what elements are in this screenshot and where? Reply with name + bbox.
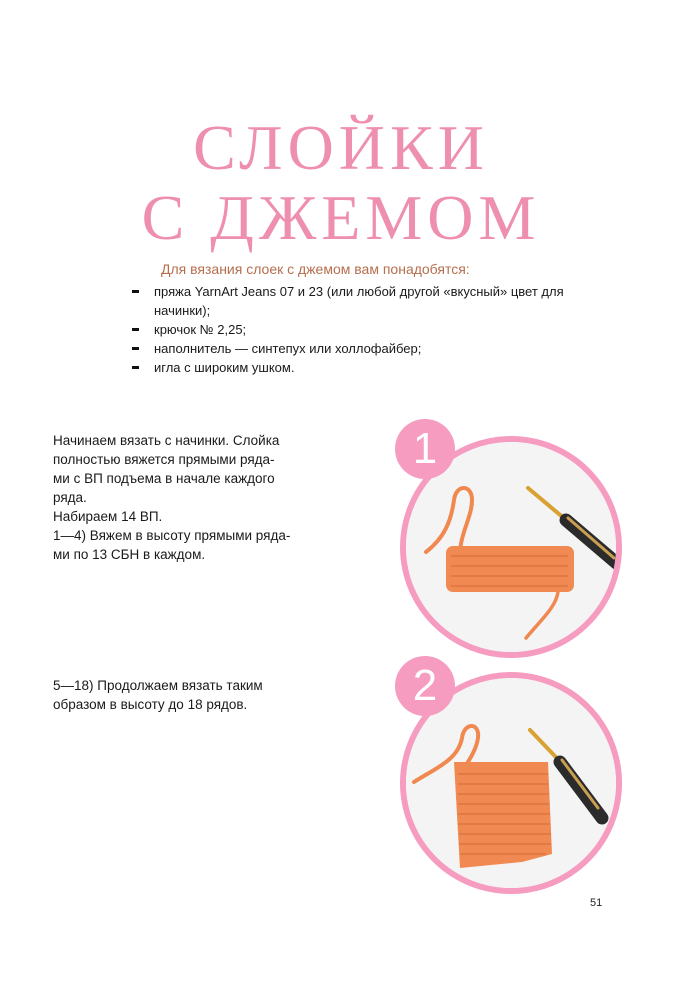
step-1-paragraph: Начинаем вязать с начинки. Слойка полностью вяжется прямыми ряда- ми с ВП подъема в начале каждого ряда. Набираем 14 ВП. 1—4) Вяжем в высоту прямыми ряда- ми по 13 СБН в каждом. xyxy=(53,433,291,562)
page-title-line-1: СЛОЙКИ xyxy=(193,112,489,183)
page-title-line-2: С ДЖЕМОМ xyxy=(141,182,541,253)
step-1-number-badge: 1 xyxy=(395,419,455,479)
step-2-number-badge: 2 xyxy=(395,656,455,716)
list-item: наполнитель — синтепух или холлофайбер; xyxy=(132,339,592,358)
list-item: игла с широким ушком. xyxy=(132,358,592,377)
list-item: крючок № 2,25; xyxy=(132,320,592,339)
page-number: 51 xyxy=(590,897,603,909)
materials-list xyxy=(132,282,592,377)
materials-intro: Для вязания слоек с джемом вам понадобятся: xyxy=(161,261,470,277)
step-1-text xyxy=(53,431,323,564)
list-item: пряжа YarnArt Jeans 07 и 23 (или любой другой «вкусный» цвет для начинки); xyxy=(132,282,594,320)
step-2-paragraph: 5—18) Продолжаем вязать таким образом в высоту до 18 рядов. xyxy=(53,678,263,712)
step-2-text xyxy=(53,676,323,714)
